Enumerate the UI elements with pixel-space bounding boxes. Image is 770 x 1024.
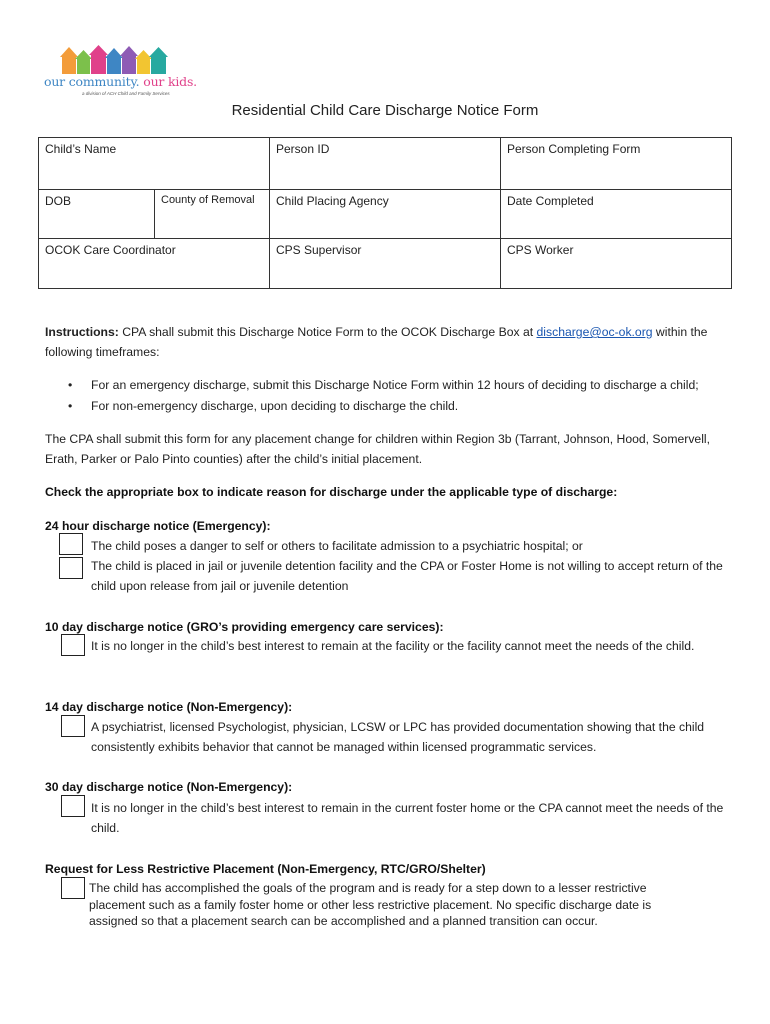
gro-10-option-1-checkbox[interactable] <box>61 634 85 656</box>
childs-name-field[interactable] <box>39 138 270 190</box>
houses-logo-icon <box>60 44 170 74</box>
instructions-paragraph <box>45 322 735 362</box>
emergency-24-option-2-text: The child is placed in jail or juvenile detention facility and the CPA or Foster Home is not willing to accept return of the child upon release from jail or juvenile detention <box>91 559 723 593</box>
emergency-24-option-2-checkbox[interactable] <box>59 557 83 579</box>
bullet-icon: • <box>68 399 73 413</box>
non-emergency-30-option-1-checkbox[interactable] <box>61 795 85 817</box>
bullet-icon: • <box>68 378 73 392</box>
check-box-heading: Check the appropriate box to indicate reason for discharge under the applicable type of discharge: <box>45 485 618 499</box>
gro-10-heading: 10 day discharge notice (GRO’s providing emergency care services): <box>45 620 444 634</box>
non-emergency-14-option-1-text: A psychiatrist, licensed Psychologist, physician, LCSW or LPC has provided documentation showing that the child consistently exhibits behavior that cannot be managed within licensed programmatic services. <box>91 720 705 754</box>
discharge-email-link[interactable]: discharge@oc-ok.org <box>536 325 653 339</box>
logo-subtitle: a division of ACH Child and Family Services <box>82 91 170 96</box>
ocok-care-coordinator-field[interactable] <box>39 239 270 289</box>
child-info-table <box>38 137 732 289</box>
date-completed-label: Date Completed <box>507 194 594 208</box>
region-paragraph: The CPA shall submit this form for any placement change for children within Region 3b (Tarrant, Johnson, Hood, Somervell, Erath, Parker or Palo Pinto counties) after the child’s initial placement. <box>45 432 710 466</box>
cps-worker-field[interactable] <box>501 239 732 289</box>
person-completing-label: Person Completing Form <box>507 142 641 156</box>
person-completing-field[interactable] <box>501 138 732 190</box>
child-placing-agency-field[interactable] <box>270 190 501 239</box>
bullet-non-emergency: For non-emergency discharge, upon deciding to discharge the child. <box>91 399 459 413</box>
emergency-24-option-1-checkbox[interactable] <box>59 533 83 555</box>
emergency-24-heading: 24 hour discharge notice (Emergency): <box>45 519 271 533</box>
non-emergency-30-option-1-text: It is no longer in the child’s best interest to remain in the current foster home or the CPA cannot meet the needs of the child. <box>91 801 724 835</box>
instructions-text-before: CPA shall submit this Discharge Notice Form to the OCOK Discharge Box at <box>118 325 537 339</box>
childs-name-label: Child’s Name <box>45 142 117 156</box>
bullet-emergency: For an emergency discharge, submit this Discharge Notice Form within 12 hours of deciding to discharge a child; <box>91 378 699 392</box>
person-id-field[interactable] <box>270 138 501 190</box>
instructions-label: Instructions: <box>45 325 119 339</box>
less-restrictive-option-1-text: The child has accomplished the goals of the program and is ready for a step down to a lesser restrictive placement such as a family foster home or other less restrictive placement. No specific discharge date is assigned so that a placement search can be accomplished and a planned transition can occur. <box>89 881 652 928</box>
gro-10-option-1-text: It is no longer in the child’s best interest to remain at the facility or the facility cannot meet the needs of the child. <box>91 639 695 653</box>
cps-supervisor-field[interactable] <box>270 239 501 289</box>
organization-logo <box>44 44 197 102</box>
logo-accent-text: our kids. <box>143 74 197 89</box>
cps-supervisor-label: CPS Supervisor <box>276 243 362 257</box>
non-emergency-14-option-1-checkbox[interactable] <box>61 715 85 737</box>
logo-wordmark <box>44 74 197 89</box>
emergency-24-option-1-text: The child poses a danger to self or others to facilitate admission to a psychiatric hospital; or <box>91 539 583 553</box>
county-of-removal-label: County of Removal <box>161 194 255 206</box>
date-completed-field[interactable] <box>501 190 732 239</box>
county-of-removal-field[interactable] <box>155 190 270 239</box>
less-restrictive-option-1-checkbox[interactable] <box>61 877 85 899</box>
dob-field[interactable] <box>39 190 155 239</box>
non-emergency-14-heading: 14 day discharge notice (Non-Emergency): <box>45 700 293 714</box>
ocok-care-coordinator-label: OCOK Care Coordinator <box>45 243 176 257</box>
person-id-label: Person ID <box>276 142 330 156</box>
non-emergency-30-heading: 30 day discharge notice (Non-Emergency): <box>45 780 293 794</box>
cps-worker-label: CPS Worker <box>507 243 574 257</box>
dob-label: DOB <box>45 194 72 208</box>
less-restrictive-heading: Request for Less Restrictive Placement (Non-Emergency, RTC/GRO/Shelter) <box>45 862 486 876</box>
instructions-text-after: within the following timeframes: <box>45 325 708 359</box>
child-placing-agency-label: Child Placing Agency <box>276 194 389 208</box>
page-title: Residential Child Care Discharge Notice Form <box>231 102 539 119</box>
logo-main-text: our community. <box>44 74 140 89</box>
